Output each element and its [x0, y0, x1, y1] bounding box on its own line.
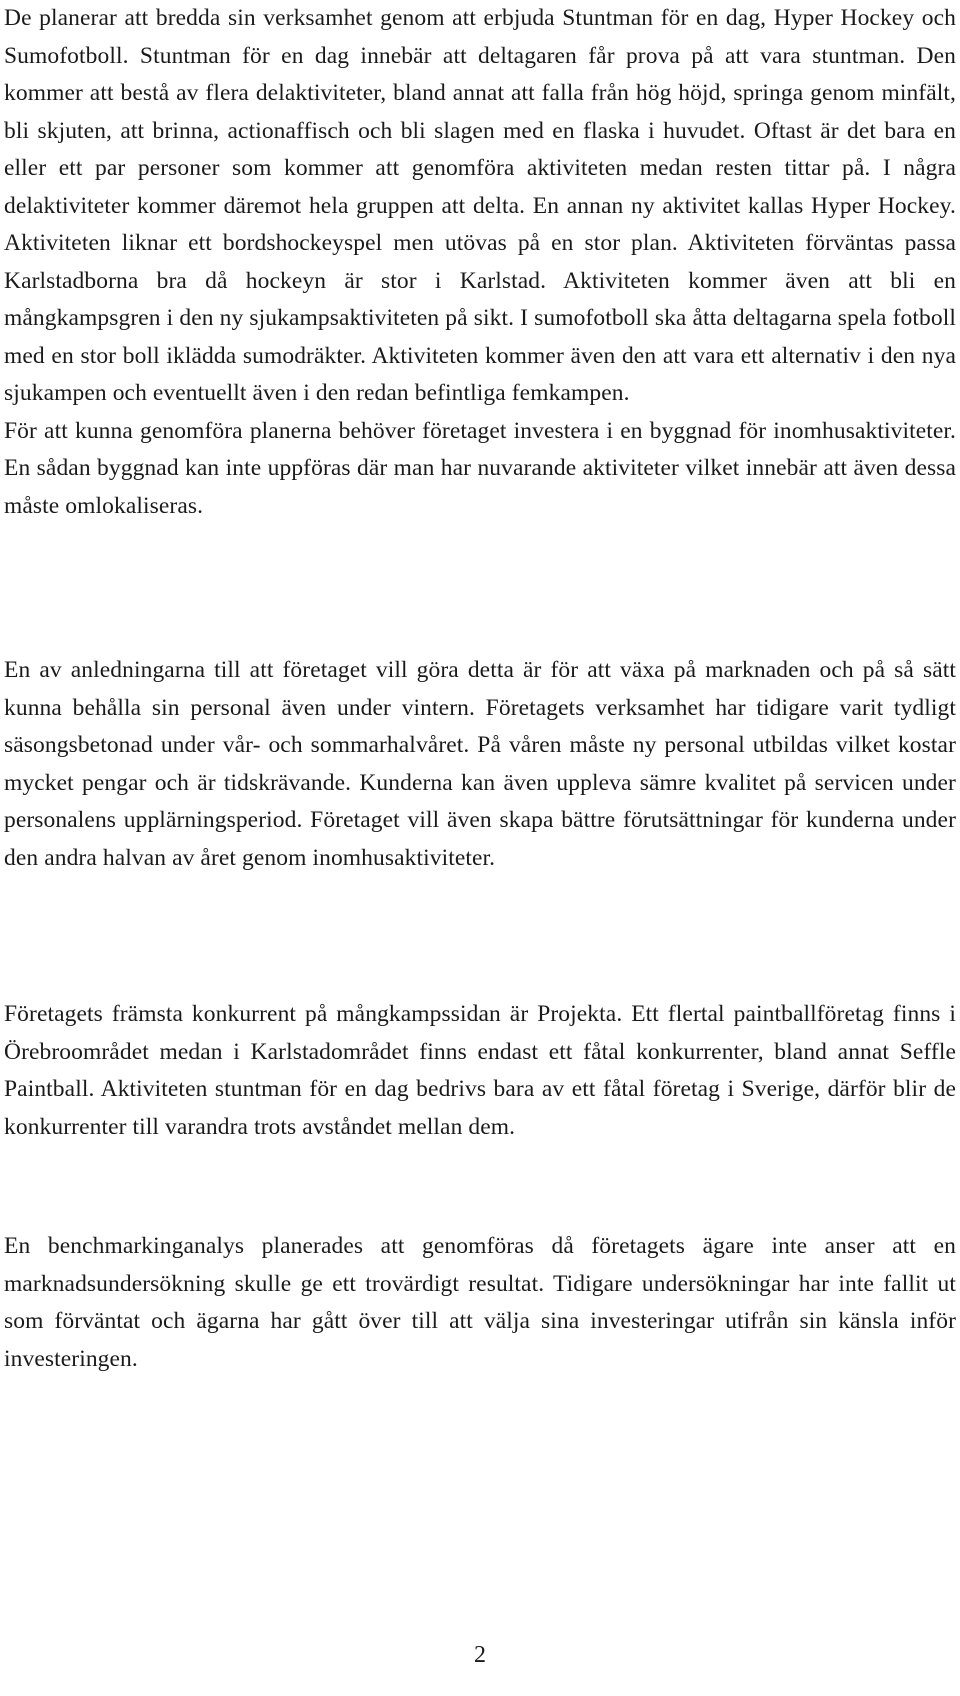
section-benchmarking	[4, 1228, 956, 1378]
paragraph-new-activities: De planerar att bredda sin verksamhet genom att erbjuda Stuntman för en dag, Hyper Hockey och Sumofotboll. Stuntman för en dag innebär att deltagaren får prova på att vara stuntman. Den kommer att bestå av flera delaktiviteter, bland annat att falla från hög höjd, springa genom minfält, bli skjuten, att brinna, actionaffisch och bli slagen med en flaska i huvudet. Oftast är det bara en eller ett par personer som kommer att genomföra aktiviteten medan resten tittar på. I några delaktiviteter kommer däremot hela gruppen att delta. En annan ny aktivitet kallas Hyper Hockey. Aktiviteten liknar ett bordshockeyspel men utövas på en stor plan. Aktiviteten förväntas passa Karlstadborna bra då hockeyn är stor i Karlstad. Aktiviteten kommer även att bli en mångkampsgren i den ny sjukampsaktiviteten på sikt. I sumofotboll ska åtta deltagarna spela fotboll med en stor boll iklädda sumodräkter. Aktiviteten kommer även den att vara ett alternativ i den nya sjukampen och eventuellt även i den redan befintliga femkampen.	[4, 5, 956, 406]
page-number: 2	[474, 1642, 486, 1668]
paragraph-growth-reasons: En av anledningarna till att företaget vill göra detta är för att växa på marknaden och på så sätt kunna behålla sin personal även under vintern. Företagets verksamhet har tidigare varit tydligt säsongsbetonad under vår- och sommarhalvåret. På våren måste ny personal utbildas vilket kostar mycket pengar och är tidskrävande. Kunderna kan även uppleva sämre kvalitet på servicen under personalens upplärningsperiod. Företaget vill även skapa bättre förutsättningar för kunderna under den andra halvan av året genom inomhusaktiviteter.	[4, 657, 956, 871]
section-competitors	[4, 996, 956, 1146]
paragraph-competitors: Företagets främsta konkurrent på mångkampssidan är Projekta. Ett flertal paintballföretag finns i Örebroområdet medan i Karlstadområdet finns endast ett fåtal konkurrenter, bland annat Seffle Paintball. Aktiviteten stuntman för en dag bedrivs bara av ett fåtal företag i Sverige, därför blir de konkurrenter till varandra trots avståndet mellan dem.	[4, 1001, 956, 1140]
paragraph-building-investment: För att kunna genomföra planerna behöver företaget investera i en byggnad för inomhusaktiviteter. En sådan byggnad kan inte uppföras där man har nuvarande aktiviteter vilket innebär att även dessa måste omlokaliseras.	[4, 417, 956, 519]
section-product-expansion	[4, 0, 956, 525]
paragraph-benchmarking: En benchmarkinganalys planerades att genomföras då företagets ägare inte anser att en marknadsundersökning skulle ge ett trovärdigt resultat. Tidigare undersökningar har inte fallit ut som förväntat och ägarna har gått över till att välja sina investeringar utifrån sin känsla inför investeringen.	[4, 1233, 956, 1372]
section-motivation	[4, 652, 956, 877]
